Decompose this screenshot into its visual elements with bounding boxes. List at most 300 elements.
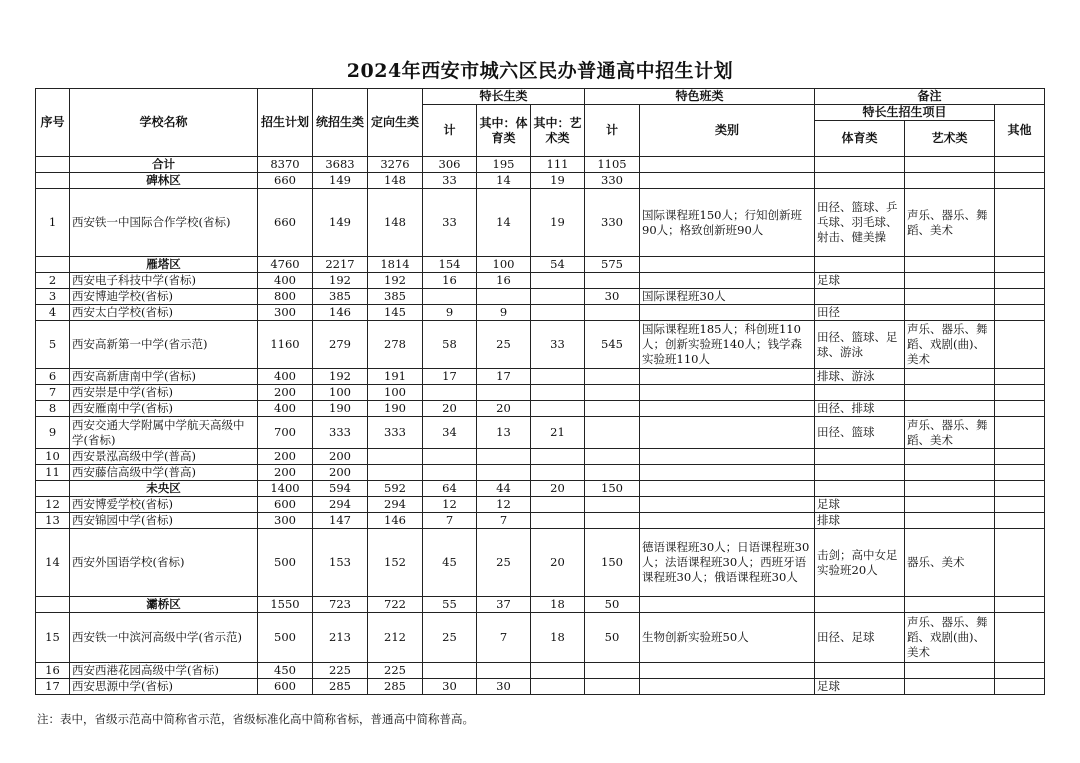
cell-plan: 600	[258, 679, 313, 695]
cell-plan: 700	[258, 417, 313, 449]
cell-remark-sports: 足球	[815, 679, 905, 695]
cell-feature-category	[640, 449, 815, 465]
cell-special-arts	[531, 679, 585, 695]
cell-unified: 3683	[313, 157, 368, 173]
cell-remark-sports: 田径、篮球	[815, 417, 905, 449]
cell-seq: 7	[36, 385, 70, 401]
cell-directed: 212	[368, 613, 423, 663]
header-school: 学校名称	[70, 89, 258, 157]
cell-remark-arts	[905, 449, 995, 465]
cell-feature-category: 国际课程班185人；科创班110人；创新实验班140人；钱学森实验班110人	[640, 321, 815, 369]
cell-special-arts: 21	[531, 417, 585, 449]
enrollment-plan-table	[35, 88, 1045, 695]
cell-feature-total: 1105	[585, 157, 640, 173]
table-row	[36, 497, 1045, 513]
cell-directed: 225	[368, 663, 423, 679]
cell-seq	[36, 257, 70, 273]
cell-seq: 2	[36, 273, 70, 289]
cell-seq: 15	[36, 613, 70, 663]
header-remark-other: 其他	[995, 105, 1045, 157]
cell-remark-arts	[905, 257, 995, 273]
cell-remark-sports: 田径、篮球、足球、游泳	[815, 321, 905, 369]
cell-special-total: 25	[423, 613, 477, 663]
cell-special-sports: 7	[477, 513, 531, 529]
cell-directed	[368, 465, 423, 481]
cell-remark-sports	[815, 173, 905, 189]
cell-special-sports	[477, 449, 531, 465]
cell-school-name: 西安铁一中国际合作学校(省标)	[70, 189, 258, 257]
table-row	[36, 465, 1045, 481]
cell-remark-sports	[815, 597, 905, 613]
cell-special-sports: 9	[477, 305, 531, 321]
header-directed: 定向生类	[368, 89, 423, 157]
cell-remark-sports	[815, 481, 905, 497]
cell-special-total: 45	[423, 529, 477, 597]
table-row	[36, 189, 1045, 257]
cell-special-total	[423, 385, 477, 401]
cell-remark-other	[995, 513, 1045, 529]
cell-remark-other	[995, 173, 1045, 189]
cell-school-name: 西安锦园中学(省标)	[70, 513, 258, 529]
cell-unified: 285	[313, 679, 368, 695]
cell-feature-category: 国际课程班30人	[640, 289, 815, 305]
cell-unified: 279	[313, 321, 368, 369]
cell-remark-sports: 田径、排球	[815, 401, 905, 417]
cell-directed: 145	[368, 305, 423, 321]
cell-feature-total	[585, 497, 640, 513]
cell-special-arts	[531, 369, 585, 385]
cell-special-total: 154	[423, 257, 477, 273]
cell-remark-arts: 声乐、器乐、舞蹈、戏剧(曲)、美术	[905, 613, 995, 663]
cell-feature-category	[640, 401, 815, 417]
cell-remark-sports	[815, 289, 905, 305]
cell-remark-other	[995, 449, 1045, 465]
cell-special-arts: 20	[531, 529, 585, 597]
cell-seq: 13	[36, 513, 70, 529]
cell-plan: 200	[258, 465, 313, 481]
cell-seq: 10	[36, 449, 70, 465]
cell-special-arts: 33	[531, 321, 585, 369]
cell-school-name: 西安外国语学校(省标)	[70, 529, 258, 597]
cell-special-sports: 25	[477, 321, 531, 369]
header-special-arts: 其中：艺术类	[531, 105, 585, 157]
cell-school-name: 雁塔区	[70, 257, 258, 273]
cell-feature-total: 575	[585, 257, 640, 273]
cell-feature-category: 国际课程班150人；行知创新班90人；格致创新班90人	[640, 189, 815, 257]
cell-feature-total: 150	[585, 481, 640, 497]
cell-unified: 149	[313, 173, 368, 189]
cell-plan: 600	[258, 497, 313, 513]
cell-directed: 192	[368, 273, 423, 289]
cell-unified: 200	[313, 465, 368, 481]
cell-plan: 400	[258, 273, 313, 289]
table-row	[36, 385, 1045, 401]
cell-unified: 294	[313, 497, 368, 513]
table-row	[36, 613, 1045, 663]
cell-school-name: 西安铁一中滨河高级中学(省示范)	[70, 613, 258, 663]
cell-special-total	[423, 449, 477, 465]
cell-special-total: 20	[423, 401, 477, 417]
cell-school-name: 西安博爱学校(省标)	[70, 497, 258, 513]
cell-remark-arts	[905, 305, 995, 321]
cell-remark-arts	[905, 513, 995, 529]
cell-remark-arts	[905, 663, 995, 679]
cell-seq: 16	[36, 663, 70, 679]
cell-special-total: 306	[423, 157, 477, 173]
table-row	[36, 679, 1045, 695]
cell-plan: 8370	[258, 157, 313, 173]
cell-plan: 4760	[258, 257, 313, 273]
cell-special-total: 34	[423, 417, 477, 449]
cell-special-arts	[531, 289, 585, 305]
cell-feature-category	[640, 597, 815, 613]
cell-plan: 200	[258, 385, 313, 401]
cell-plan: 1400	[258, 481, 313, 497]
table-body	[36, 157, 1045, 695]
cell-remark-arts	[905, 273, 995, 289]
cell-remark-arts: 声乐、器乐、舞蹈、戏剧(曲)、美术	[905, 321, 995, 369]
cell-directed	[368, 449, 423, 465]
cell-directed: 294	[368, 497, 423, 513]
table-row	[36, 321, 1045, 369]
cell-plan: 400	[258, 369, 313, 385]
cell-feature-category	[640, 513, 815, 529]
cell-remark-sports: 田径	[815, 305, 905, 321]
cell-remark-other	[995, 497, 1045, 513]
header-remark-group: 备注	[815, 89, 1045, 105]
cell-plan: 300	[258, 305, 313, 321]
district-row	[36, 173, 1045, 189]
cell-remark-sports: 排球、游泳	[815, 369, 905, 385]
cell-feature-total	[585, 449, 640, 465]
cell-special-total: 58	[423, 321, 477, 369]
cell-special-sports: 25	[477, 529, 531, 597]
cell-special-arts	[531, 663, 585, 679]
cell-special-arts	[531, 513, 585, 529]
header-unified: 统招生类	[313, 89, 368, 157]
cell-seq: 4	[36, 305, 70, 321]
cell-unified: 200	[313, 449, 368, 465]
cell-unified: 213	[313, 613, 368, 663]
cell-special-arts: 18	[531, 613, 585, 663]
cell-plan: 800	[258, 289, 313, 305]
cell-unified: 723	[313, 597, 368, 613]
cell-remark-arts	[905, 289, 995, 305]
cell-directed: 191	[368, 369, 423, 385]
district-row	[36, 481, 1045, 497]
cell-directed: 148	[368, 189, 423, 257]
cell-school-name: 西安交通大学附属中学航天高级中学(省标)	[70, 417, 258, 449]
cell-feature-total	[585, 663, 640, 679]
cell-remark-other	[995, 369, 1045, 385]
table-row	[36, 273, 1045, 289]
cell-remark-arts: 器乐、美术	[905, 529, 995, 597]
cell-school-name: 西安藤信高级中学(普高)	[70, 465, 258, 481]
district-row	[36, 257, 1045, 273]
cell-special-sports: 14	[477, 173, 531, 189]
cell-remark-arts	[905, 157, 995, 173]
cell-feature-category	[640, 497, 815, 513]
cell-school-name: 西安博迪学校(省标)	[70, 289, 258, 305]
cell-seq: 9	[36, 417, 70, 449]
cell-seq	[36, 173, 70, 189]
header-remark-arts: 艺术类	[905, 121, 995, 157]
cell-remark-sports	[815, 449, 905, 465]
cell-directed: 146	[368, 513, 423, 529]
cell-unified: 146	[313, 305, 368, 321]
cell-plan: 1160	[258, 321, 313, 369]
cell-special-arts	[531, 449, 585, 465]
cell-feature-total: 330	[585, 173, 640, 189]
cell-feature-total: 150	[585, 529, 640, 597]
cell-special-sports	[477, 663, 531, 679]
cell-seq: 14	[36, 529, 70, 597]
cell-remark-sports: 田径、篮球、乒乓球、羽毛球、射击、健美操	[815, 189, 905, 257]
cell-seq: 11	[36, 465, 70, 481]
cell-special-total: 64	[423, 481, 477, 497]
cell-directed: 148	[368, 173, 423, 189]
cell-special-arts: 20	[531, 481, 585, 497]
cell-directed: 190	[368, 401, 423, 417]
cell-school-name: 西安思源中学(省标)	[70, 679, 258, 695]
cell-remark-sports	[815, 157, 905, 173]
cell-school-name: 西安景泓高级中学(普高)	[70, 449, 258, 465]
cell-feature-category	[640, 305, 815, 321]
table-row	[36, 305, 1045, 321]
cell-school-name: 西安太白学校(省标)	[70, 305, 258, 321]
cell-feature-category	[640, 679, 815, 695]
cell-feature-category	[640, 157, 815, 173]
cell-plan: 500	[258, 529, 313, 597]
cell-directed: 285	[368, 679, 423, 695]
cell-remark-arts: 声乐、器乐、舞蹈、美术	[905, 417, 995, 449]
cell-special-total	[423, 289, 477, 305]
table-row	[36, 449, 1045, 465]
cell-seq: 1	[36, 189, 70, 257]
header-special-total: 计	[423, 105, 477, 157]
cell-feature-category	[640, 369, 815, 385]
cell-remark-sports	[815, 257, 905, 273]
cell-unified: 333	[313, 417, 368, 449]
cell-feature-category	[640, 481, 815, 497]
cell-remark-arts	[905, 385, 995, 401]
cell-feature-total	[585, 513, 640, 529]
cell-special-total	[423, 465, 477, 481]
cell-feature-total	[585, 417, 640, 449]
cell-directed: 3276	[368, 157, 423, 173]
cell-special-arts: 18	[531, 597, 585, 613]
cell-special-total: 33	[423, 189, 477, 257]
cell-unified: 147	[313, 513, 368, 529]
cell-seq: 8	[36, 401, 70, 417]
cell-special-arts: 19	[531, 173, 585, 189]
table-row	[36, 289, 1045, 305]
cell-remark-other	[995, 401, 1045, 417]
cell-school-name: 未央区	[70, 481, 258, 497]
cell-remark-other	[995, 257, 1045, 273]
cell-special-total: 7	[423, 513, 477, 529]
cell-seq: 6	[36, 369, 70, 385]
cell-remark-sports	[815, 385, 905, 401]
cell-special-arts	[531, 465, 585, 481]
page-title: 2024年西安市城六区民办普通高中招生计划	[346, 60, 734, 82]
cell-seq	[36, 157, 70, 173]
cell-special-arts	[531, 273, 585, 289]
cell-plan: 500	[258, 613, 313, 663]
cell-remark-other	[995, 321, 1045, 369]
cell-special-sports: 37	[477, 597, 531, 613]
header-feature-category: 类别	[640, 105, 815, 157]
cell-special-total: 16	[423, 273, 477, 289]
cell-remark-arts	[905, 465, 995, 481]
cell-remark-other	[995, 189, 1045, 257]
cell-special-total: 30	[423, 679, 477, 695]
cell-remark-other	[995, 157, 1045, 173]
cell-remark-arts	[905, 497, 995, 513]
cell-remark-other	[995, 289, 1045, 305]
cell-plan: 300	[258, 513, 313, 529]
header-special-group: 特长生类	[423, 89, 585, 105]
cell-remark-other	[995, 481, 1045, 497]
cell-school-name: 合计	[70, 157, 258, 173]
cell-remark-sports: 足球	[815, 497, 905, 513]
cell-plan: 660	[258, 189, 313, 257]
cell-special-arts	[531, 497, 585, 513]
cell-remark-sports: 排球	[815, 513, 905, 529]
cell-special-total	[423, 663, 477, 679]
cell-feature-category	[640, 257, 815, 273]
table-row	[36, 663, 1045, 679]
cell-unified: 100	[313, 385, 368, 401]
cell-feature-total	[585, 401, 640, 417]
cell-special-sports	[477, 465, 531, 481]
cell-directed: 278	[368, 321, 423, 369]
district-row	[36, 597, 1045, 613]
cell-special-total: 55	[423, 597, 477, 613]
cell-special-arts: 19	[531, 189, 585, 257]
cell-feature-total: 50	[585, 597, 640, 613]
table-row	[36, 401, 1045, 417]
cell-directed: 1814	[368, 257, 423, 273]
cell-directed: 592	[368, 481, 423, 497]
cell-seq	[36, 597, 70, 613]
cell-special-total: 17	[423, 369, 477, 385]
cell-remark-arts	[905, 597, 995, 613]
cell-seq: 5	[36, 321, 70, 369]
cell-special-sports: 13	[477, 417, 531, 449]
cell-seq: 17	[36, 679, 70, 695]
cell-special-sports	[477, 289, 531, 305]
cell-unified: 190	[313, 401, 368, 417]
cell-feature-category	[640, 417, 815, 449]
cell-remark-other	[995, 417, 1045, 449]
header-remark-special-items: 特长生招生项目	[815, 105, 995, 121]
cell-special-sports: 20	[477, 401, 531, 417]
cell-unified: 225	[313, 663, 368, 679]
cell-remark-arts	[905, 401, 995, 417]
cell-feature-category: 德语课程班30人；日语课程班30人；法语课程班30人；西班牙语课程班30人；俄语课程班30人	[640, 529, 815, 597]
cell-school-name: 西安高新第一中学(省示范)	[70, 321, 258, 369]
cell-remark-sports: 击剑；高中女足实验班20人	[815, 529, 905, 597]
header-feature-total: 计	[585, 105, 640, 157]
header-seq: 序号	[36, 89, 70, 157]
cell-unified: 149	[313, 189, 368, 257]
footnote: 注：表中，省级示范高中简称省示范，省级标准化高中简称省标，普通高中简称普高。	[37, 712, 474, 726]
cell-special-sports	[477, 385, 531, 401]
cell-feature-category	[640, 173, 815, 189]
cell-unified: 192	[313, 369, 368, 385]
cell-remark-arts	[905, 173, 995, 189]
cell-feature-total	[585, 385, 640, 401]
cell-special-sports: 17	[477, 369, 531, 385]
cell-remark-sports: 足球	[815, 273, 905, 289]
cell-remark-other	[995, 305, 1045, 321]
cell-remark-arts	[905, 369, 995, 385]
cell-feature-total: 50	[585, 613, 640, 663]
cell-unified: 153	[313, 529, 368, 597]
cell-remark-other	[995, 385, 1045, 401]
cell-feature-total	[585, 305, 640, 321]
cell-special-arts	[531, 401, 585, 417]
cell-feature-total	[585, 465, 640, 481]
cell-school-name: 西安高新唐南中学(省标)	[70, 369, 258, 385]
header-remark-sports: 体育类	[815, 121, 905, 157]
cell-plan: 660	[258, 173, 313, 189]
cell-plan: 400	[258, 401, 313, 417]
cell-unified: 192	[313, 273, 368, 289]
cell-remark-other	[995, 679, 1045, 695]
cell-directed: 152	[368, 529, 423, 597]
cell-school-name: 西安崇是中学(省标)	[70, 385, 258, 401]
cell-feature-total: 330	[585, 189, 640, 257]
cell-feature-total: 30	[585, 289, 640, 305]
cell-remark-other	[995, 613, 1045, 663]
cell-school-name: 西安电子科技中学(省标)	[70, 273, 258, 289]
cell-special-sports: 44	[477, 481, 531, 497]
cell-feature-category: 生物创新实验班50人	[640, 613, 815, 663]
cell-seq: 12	[36, 497, 70, 513]
cell-special-arts	[531, 385, 585, 401]
cell-plan: 450	[258, 663, 313, 679]
table-row	[36, 513, 1045, 529]
cell-school-name: 西安西港花园高级中学(省标)	[70, 663, 258, 679]
header-special-sports: 其中：体育类	[477, 105, 531, 157]
cell-special-sports: 100	[477, 257, 531, 273]
cell-special-total: 12	[423, 497, 477, 513]
cell-feature-category	[640, 465, 815, 481]
cell-remark-other	[995, 529, 1045, 597]
cell-feature-total	[585, 679, 640, 695]
cell-directed: 333	[368, 417, 423, 449]
cell-remark-sports	[815, 465, 905, 481]
cell-unified: 594	[313, 481, 368, 497]
total-row	[36, 157, 1045, 173]
cell-school-name: 灞桥区	[70, 597, 258, 613]
header-feature-group: 特色班类	[585, 89, 815, 105]
cell-remark-sports	[815, 663, 905, 679]
cell-special-sports: 195	[477, 157, 531, 173]
cell-school-name: 碑林区	[70, 173, 258, 189]
cell-plan: 1550	[258, 597, 313, 613]
cell-school-name: 西安雁南中学(省标)	[70, 401, 258, 417]
cell-unified: 385	[313, 289, 368, 305]
cell-special-sports: 7	[477, 613, 531, 663]
cell-special-sports: 16	[477, 273, 531, 289]
cell-remark-arts: 声乐、器乐、舞蹈、美术	[905, 189, 995, 257]
table-row	[36, 417, 1045, 449]
cell-feature-category	[640, 273, 815, 289]
table-row	[36, 529, 1045, 597]
